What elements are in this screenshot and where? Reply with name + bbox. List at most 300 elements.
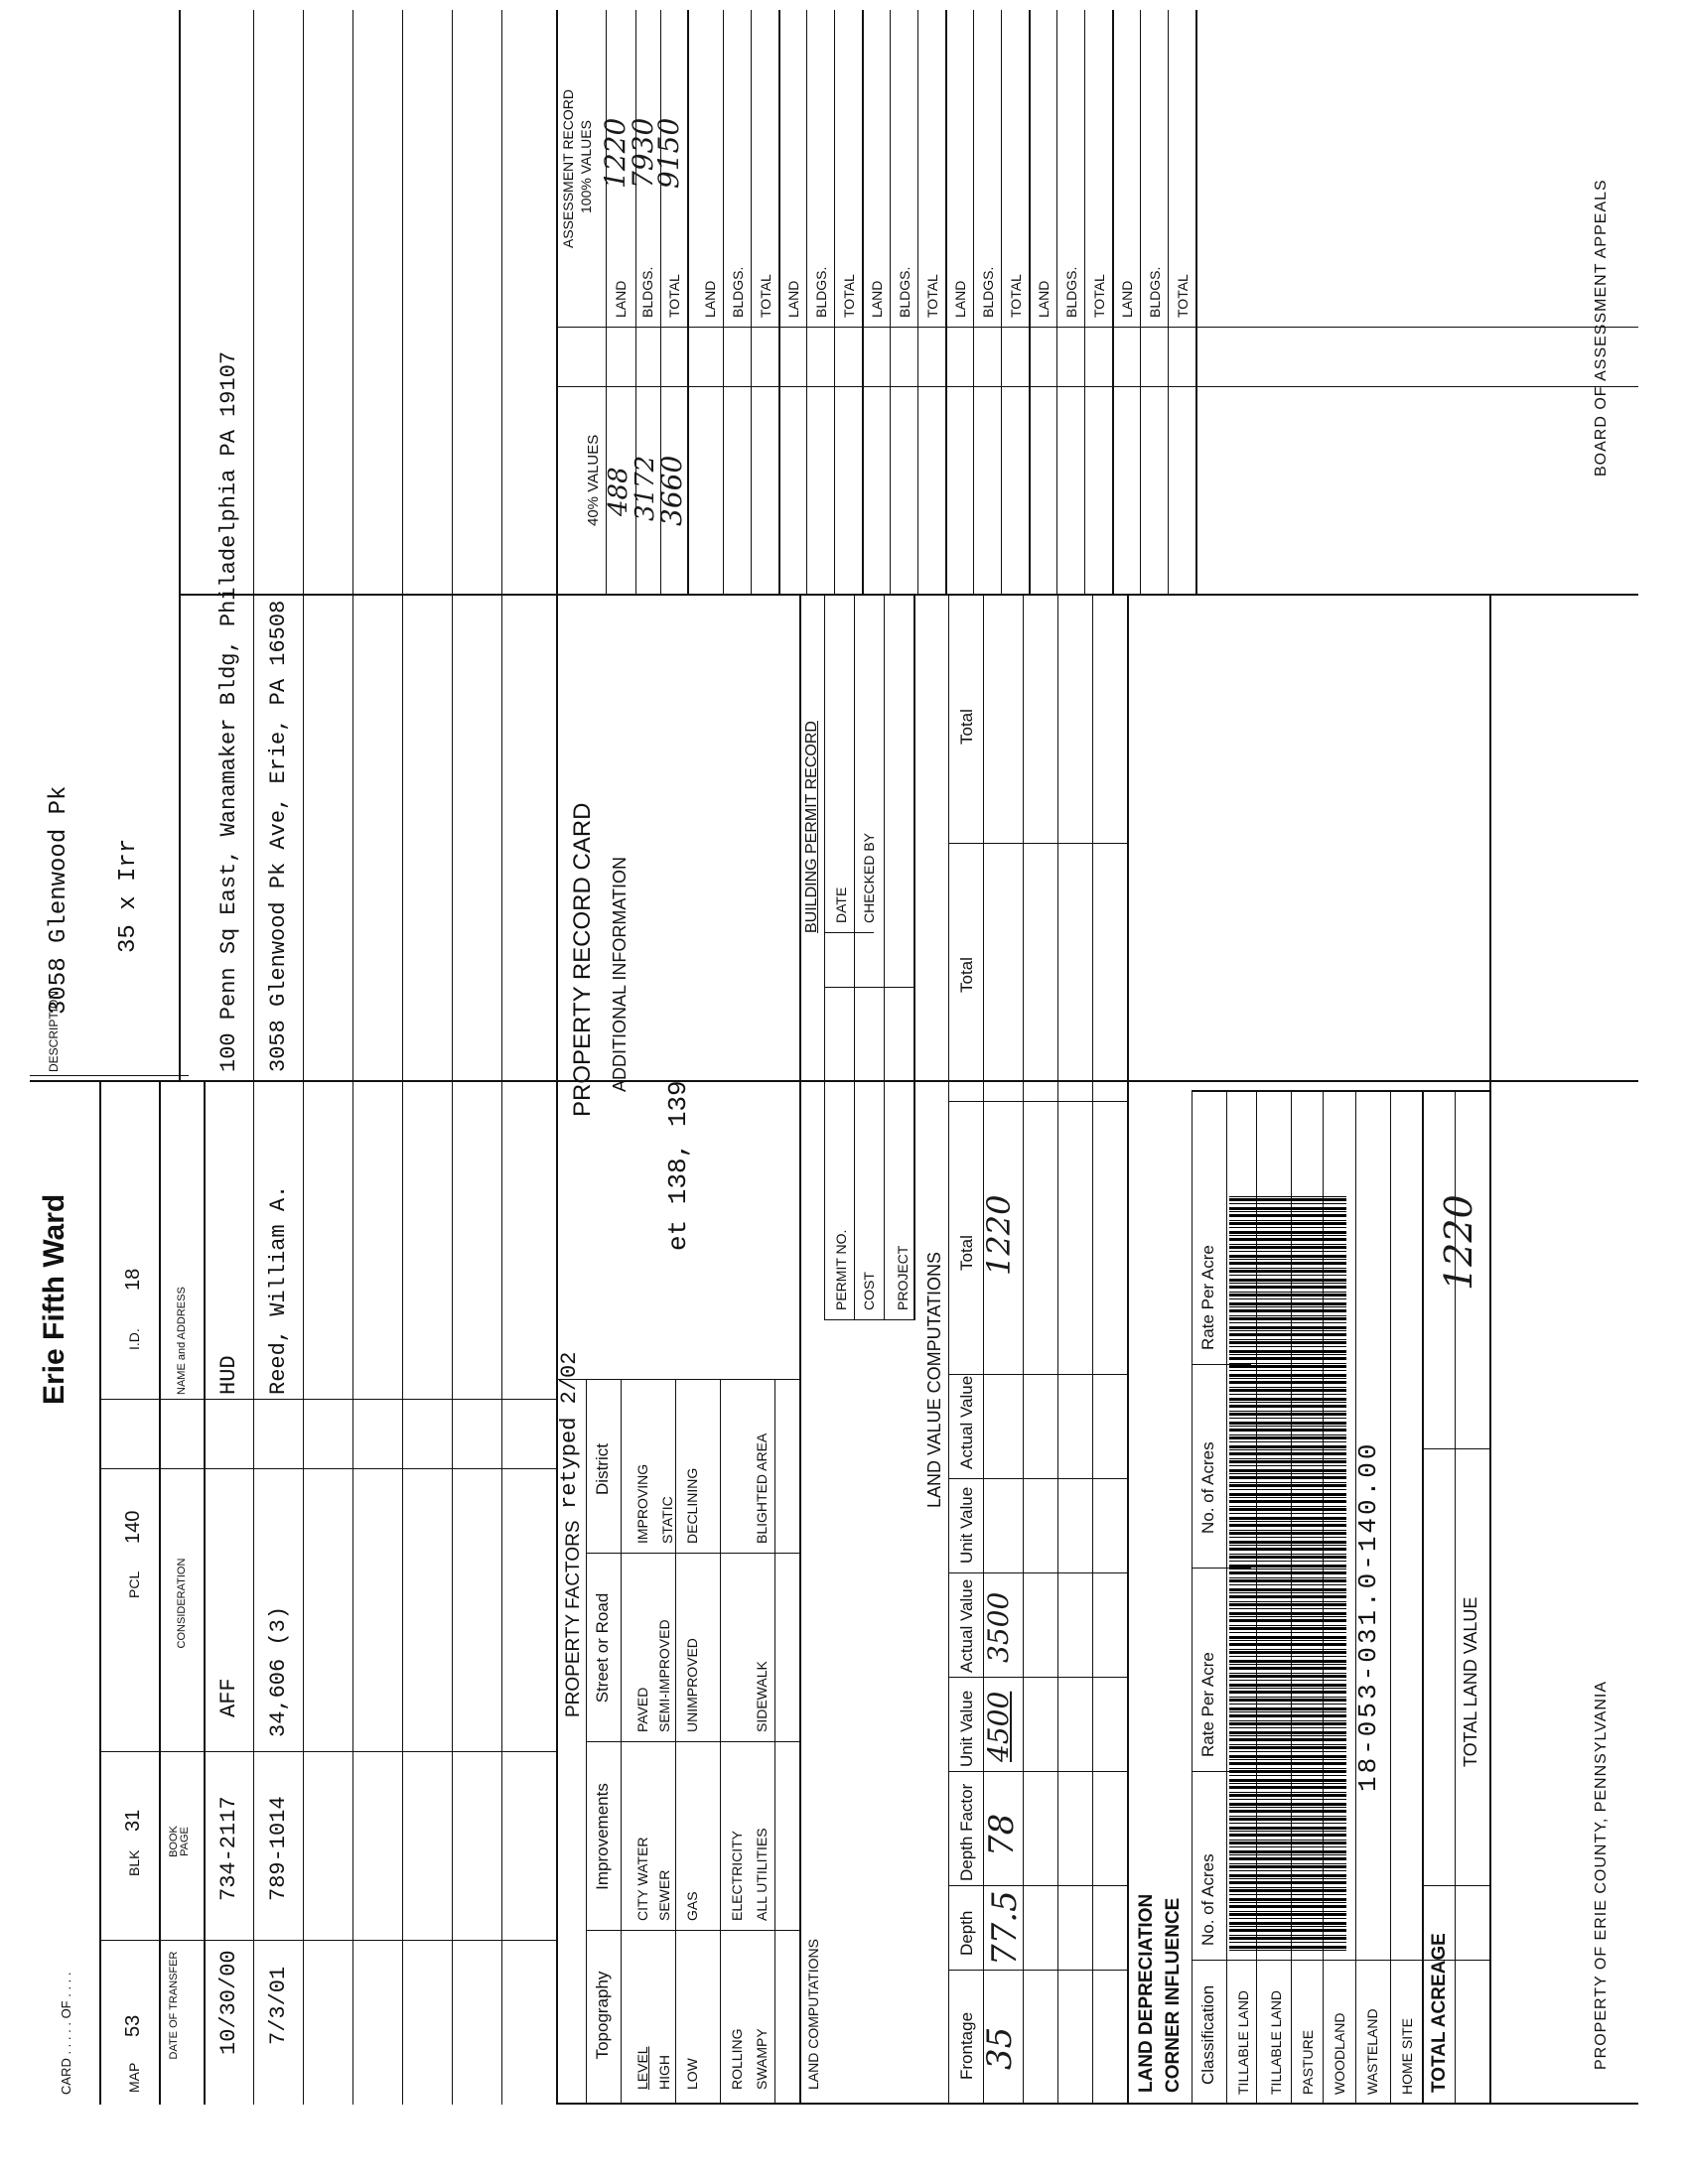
transfer-name: Reed, William A. [266,1184,291,1395]
barcode-bar [1229,1268,1346,1269]
barcode-bar [1229,1786,1346,1789]
barcode-bar [1229,1452,1346,1455]
barcode-bar [1229,1865,1346,1868]
barcode-bar [1229,1506,1346,1507]
barcode-bar [1229,1731,1346,1734]
id-value: 18 [122,1268,144,1291]
barcode-bar [1229,1794,1346,1797]
barcode-bar [1229,1238,1346,1241]
depreciation-title: LAND DEPRECIATION [1136,1893,1157,2093]
permit-no-label: PERMIT NO. [833,1229,849,1310]
transfer-address: 100 Penn Sq East, Wanamaker Bldg, Philadelphia PA 19107 [216,350,241,1072]
barcode-bar [1229,1579,1346,1582]
impr-electricity: ELECTRICITY [729,1830,745,1921]
barcode-bar [1229,1704,1346,1705]
class-wasteland: WASTELAND [1364,2008,1380,2095]
assessment-row-line [751,10,752,596]
barcode-bar [1229,1667,1346,1670]
barcode-bar [1229,1697,1346,1698]
district-static: STATIC [659,1496,675,1544]
barcode-bar [1229,1840,1346,1841]
assessment-row-line [945,10,947,596]
barcode-bar [1229,1577,1346,1578]
assessment-row-label: TOTAL [841,274,857,318]
permit-project-label: PROJECT [895,1245,911,1310]
barcode-bar [1229,1918,1346,1919]
barcode-bar [1229,1445,1346,1448]
hdr-date-of-transfer: DATE OF TRANSFER [168,1951,180,2060]
barcode-bar [1229,1818,1346,1821]
street-semi-improved: SEMI-IMPROVED [656,1619,672,1732]
barcode-bar [1229,1484,1346,1487]
barcode-bar [1229,1545,1346,1546]
assessment-row-label: BLDGS. [1063,266,1079,318]
barcode-bar [1229,1449,1346,1450]
lv-total: 1220 [980,1194,1018,1276]
footer-left: PROPERTY OF ERIE COUNTY, PENNSYLVANIA [1593,1680,1610,2070]
barcode-bar [1229,1601,1346,1602]
assessment-sub: 100% VALUES [578,120,594,213]
barcode-bar [1229,1656,1346,1657]
barcode-bar [1229,1744,1346,1745]
barcode-bar [1229,1887,1346,1888]
barcode-bar [1229,1898,1346,1901]
barcode-bar [1229,1874,1346,1877]
barcode-bar [1229,1649,1346,1650]
barcode-bar [1229,1315,1346,1316]
barcode-bar [1229,1627,1346,1630]
barcode-bar [1229,1309,1346,1312]
topo-level: LEVEL [634,2046,650,2090]
barcode-bar [1229,1286,1346,1289]
assessment-row-label: LAND [1119,280,1135,318]
lv-depth-factor: 78 [982,1813,1022,1856]
barcode-bar [1229,1333,1346,1336]
property-record-card [20,10,1658,2164]
barcode-bar [1229,1398,1346,1401]
bldgs-label: BLDGS. [639,266,655,318]
barcode-bar [1229,1460,1346,1463]
barcode-number: 18-053-031.0-140.00 [1353,1440,1383,1792]
barcode-bar [1229,1279,1346,1282]
barcode-bar [1229,1469,1346,1472]
forty-values-label: 40% VALUES [585,434,602,526]
assessment-row-line [890,10,891,596]
assessment-row-line [1140,10,1141,596]
transfer-consideration: 34,606 (3) [266,1605,291,1737]
assessment-row-line [862,10,864,596]
assessment-row-label: TOTAL [924,274,940,318]
barcode-bar [1229,1746,1346,1749]
corner-influence-title: CORNER INFLUENCE [1163,1897,1184,2093]
assessment-row-label: BLDGS. [813,266,829,318]
dep-hdr-classification: Classification [1198,1984,1217,2085]
lv-hdr-depth-factor: Depth Factor [957,1783,976,1881]
barcode-bar [1229,1350,1346,1353]
barcode-bar [1229,1842,1346,1844]
assessment-row-label: BLDGS. [730,266,746,318]
barcode-bar [1229,1720,1346,1721]
barcode-bar [1229,1664,1346,1665]
lv-hdr-total-3: Total [957,709,976,745]
barcode-bar [1229,1493,1346,1496]
lv-hdr-depth: Depth [957,1910,976,1956]
district-declining: DECLINING [684,1467,700,1544]
total-land-value: 1220 [1437,1194,1480,1291]
assessment-row-line [1001,10,1002,596]
hdr-improvements: Improvements [593,1783,612,1890]
hdr-book-page: BOOK PAGE [168,1826,191,1857]
barcode-bar [1229,1929,1346,1932]
barcode-bar [1229,1735,1346,1736]
barcode-bar [1229,1537,1346,1538]
transfer-consideration: AFF [216,1678,241,1717]
hdr-street: Street or Road [593,1592,612,1704]
barcode-bar [1229,1298,1346,1299]
id-label: I.D. [126,1328,142,1350]
assess-bldgs: 7930 [627,117,659,189]
pcl-label: PCL [126,1570,142,1598]
assessment-row-line [1056,10,1057,596]
barcode-bar [1229,1937,1346,1940]
barcode-bar [1229,1434,1346,1435]
assessment-row-line [1195,10,1197,596]
barcode-bar [1229,1508,1346,1511]
barcode-bar [1229,1378,1346,1379]
barcode-bar [1229,1317,1346,1320]
dep-hdr-rate-1: Rate Per Acre [1198,1652,1217,1757]
transfer-date: 7/3/01 [266,1966,291,2045]
barcode-bar [1229,1255,1346,1258]
assessment-row-label: LAND [785,280,801,318]
lv-hdr-total-2: Total [957,957,976,993]
barcode-bar [1229,1640,1346,1641]
barcode-bar [1229,1711,1346,1712]
barcode-bar [1229,1556,1346,1559]
barcode-bar [1229,1926,1346,1927]
transfer-date: 10/30/00 [216,1950,241,2055]
barcode-bar [1229,1823,1346,1824]
barcode-bar [1229,1405,1346,1408]
barcode-bar [1229,1831,1346,1832]
barcode-bar [1229,1489,1346,1490]
assessment-row-label: LAND [702,280,718,318]
barcode-bar [1229,1688,1346,1689]
barcode-bar [1229,1878,1346,1879]
blk-label: BLK [126,1849,142,1876]
assessment-row-label: LAND [1036,280,1052,318]
lv-frontage: 35 [980,2026,1020,2070]
barcode-bar [1229,1322,1346,1323]
retyped-note: retyped 2/02 [557,1351,582,1509]
barcode-bar [1229,1422,1346,1425]
barcode-bar [1229,1473,1346,1474]
barcode-bar [1229,1783,1346,1784]
barcode-bar [1229,1619,1346,1622]
barcode-bar [1229,1196,1346,1197]
barcode-bar [1229,1770,1346,1773]
barcode-bar [1229,1476,1346,1479]
impr-gas: GAS [684,1891,700,1921]
barcode-bar [1229,1759,1346,1760]
barcode-bar [1229,1707,1346,1710]
barcode-bar [1229,1198,1346,1201]
blk-value: 31 [122,1809,144,1832]
assessment-row-line [778,10,780,596]
pcl-value: 140 [122,1510,144,1544]
assessment-row-line [1168,10,1169,596]
transfer-address: 3058 Glenwood Pk Ave, Erie, PA 16508 [266,600,291,1072]
class-home-site: HOME SITE [1399,2017,1415,2095]
barcode-bar [1229,1643,1346,1646]
barcode-bar [1229,1283,1346,1284]
barcode-bar [1229,1326,1346,1329]
impr-sewer: SEWER [656,1869,672,1921]
map-label: MAP [126,2062,142,2093]
barcode-bar [1229,1402,1346,1403]
barcode-bar [1229,1214,1346,1217]
barcode-bar [1229,1465,1346,1466]
street-sidewalk: SIDEWALK [754,1661,770,1732]
barcode-bar [1229,1738,1346,1741]
barcode-bar [1229,1803,1346,1806]
assessment-row-line [834,10,835,596]
barcode-bar [1229,1950,1346,1951]
barcode-bar [1229,1894,1346,1895]
ward-title: Erie Fifth Ward [38,1193,70,1405]
barcode-bar [1229,1588,1346,1591]
street-paved: PAVED [634,1687,650,1732]
class-tillable-2: TILLABLE LAND [1268,1989,1284,2095]
district-blighted: BLIGHTED AREA [754,1433,770,1544]
barcode-bar [1229,1513,1346,1514]
barcode-bar [1229,1870,1346,1871]
barcode-bar [1229,1816,1346,1817]
barcode-bar [1229,1779,1346,1782]
lv-hdr-unit-value-2: Unit Value [957,1486,976,1564]
barcode-bar [1229,1569,1346,1570]
transfer-name: HUD [216,1355,241,1395]
barcode-bar [1229,1827,1346,1830]
barcode-bar [1229,1727,1346,1728]
barcode-bar [1229,1235,1346,1236]
barcode-bar [1229,1365,1346,1368]
barcode-bar [1229,1616,1346,1617]
barcode-bar [1229,1699,1346,1702]
barcode-bar [1229,1595,1346,1598]
barcode-bar [1229,1363,1346,1364]
barcode-bar [1229,1651,1346,1654]
transfer-book-page: 789-1014 [266,1796,291,1901]
assessment-row-label: LAND [952,280,968,318]
barcode-bar [1229,1946,1346,1949]
barcode-bar [1229,1482,1346,1483]
assessment-row-label: LAND [869,280,885,318]
barcode-bar [1229,1775,1346,1776]
topo-rolling: ROLLING [729,2028,745,2090]
barcode-bar [1229,1259,1346,1260]
assessment-row-label: TOTAL [1175,274,1191,318]
barcode-bar [1229,1339,1346,1340]
barcode-bar [1229,1203,1346,1204]
barcode-bar [1229,1942,1346,1943]
permit-checked-label: CHECKED BY [861,832,877,923]
barcode-bar [1229,1411,1346,1412]
assess-land: 1220 [599,117,632,189]
barcode-bar [1229,1799,1346,1800]
barcode-bar [1229,1306,1346,1307]
barcode-bar [1229,1571,1346,1574]
barcode-bar [1229,1220,1346,1221]
map-value: 53 [122,2014,144,2037]
barcode-bar [1229,1608,1346,1609]
hdr-district: District [593,1443,612,1495]
barcode-bar [1229,1722,1346,1725]
barcode-bar [1229,1911,1346,1912]
barcode-bar [1229,1612,1346,1615]
dep-hdr-acres-2: No. of Acres [1198,1441,1217,1534]
barcode-bar [1229,1251,1346,1252]
barcode-bar [1229,1441,1346,1442]
barcode-bar [1229,1792,1346,1793]
barcode-bar [1229,1881,1346,1884]
barcode-bar [1229,1524,1346,1527]
barcode-bar [1229,1227,1346,1228]
topo-swampy: SWAMPY [754,2028,770,2090]
hdr-name-address: NAME and ADDRESS [176,1287,188,1395]
barcode-bar [1229,1394,1346,1395]
barcode-bar [1229,1834,1346,1837]
class-pasture: PASTURE [1300,2029,1316,2095]
barcode-bar [1229,1294,1346,1297]
forty-bldgs: 3172 [631,455,660,521]
property-factors-title: PROPERTY FACTORS [563,1520,584,1717]
barcode-bar [1229,1762,1346,1765]
barcode-bar [1229,1675,1346,1678]
total-acreage-label: TOTAL ACREAGE [1429,1933,1450,2093]
barcode-bar [1229,1275,1346,1276]
barcode-bar [1229,1207,1346,1210]
barcode-bar [1229,1387,1346,1388]
barcode-bar [1229,1244,1346,1245]
permit-date-label: DATE [833,887,849,923]
hdr-consideration: CONSIDERATION [176,1558,188,1649]
lv-depth: 77.5 [985,1890,1025,1966]
barcode-bar [1229,1691,1346,1694]
assessment-row-label: TOTAL [758,274,773,318]
permit-title: BUILDING PERMIT RECORD [803,721,820,933]
barcode-bar [1229,1246,1346,1249]
lv-hdr-unit-value: Unit Value [957,1690,976,1767]
barcode-bar [1229,1850,1346,1853]
forty-total: 3660 [655,455,688,526]
dep-hdr-acres-1: No. of Acres [1198,1853,1217,1946]
barcode-bar [1229,1413,1346,1416]
topo-high: HIGH [656,2055,672,2090]
barcode-bar [1229,1231,1346,1234]
assessment-label: ASSESSMENT RECORD [560,89,576,248]
barcode-bar [1229,1548,1346,1551]
record-card-title: PROPERTY RECORD CARD [569,802,596,1117]
permit-cost-label: COST [861,1272,877,1310]
barcode-bar [1229,1902,1346,1903]
barcode-bar [1229,1458,1346,1459]
barcode-bar [1229,1913,1346,1916]
assessment-row-line [1029,10,1031,596]
barcode-bar [1229,1541,1346,1544]
assess-total: 9150 [652,117,685,189]
barcode-bar [1229,1517,1346,1520]
barcode-bar [1229,1418,1346,1419]
barcode-bar [1229,1262,1346,1265]
assessment-row-label: BLDGS. [1147,266,1163,318]
barcode-bar [1229,1302,1346,1305]
assessment-row-line [723,10,724,596]
barcode-bar [1229,1500,1346,1503]
barcode-bar [1229,1846,1346,1847]
lv-hdr-actual-value: Actual Value [957,1578,976,1673]
assessment-row-label: BLDGS. [980,266,996,318]
barcode-bar [1229,1592,1346,1593]
impr-city-water: CITY WATER [634,1837,650,1921]
barcode-bar [1229,1292,1346,1293]
assessment-row-label: TOTAL [1091,274,1107,318]
barcode-bar [1229,1636,1346,1639]
barcode-bar [1229,1768,1346,1769]
transfer-book-page: 734-2117 [216,1796,241,1901]
additional-info-text: et 138, 139 [663,1080,693,1251]
barcode-bar [1229,1357,1346,1360]
barcode-bar [1229,1554,1346,1555]
description-label: DESCRIPTION [47,990,61,1072]
barcode-bar [1229,1810,1346,1813]
barcode [1229,1186,1348,1951]
barcode-bar [1229,1374,1346,1377]
barcode-bar [1229,1603,1346,1606]
barcode-bar [1229,1857,1346,1860]
lv-hdr-frontage: Frontage [957,2011,976,2080]
barcode-bar [1229,1660,1346,1663]
assessment-row-line [1084,10,1085,596]
barcode-bar [1229,1211,1346,1212]
lv-hdr-actual-value-2: Actual Value [957,1375,976,1469]
barcode-bar [1229,1426,1346,1427]
assessment-row-line [1112,10,1114,596]
barcode-bar [1229,1381,1346,1384]
barcode-bar [1229,1521,1346,1522]
assessment-row-line [806,10,807,596]
barcode-bar [1229,1684,1346,1687]
land-label: LAND [613,280,629,318]
barcode-bar [1229,1632,1346,1633]
barcode-bar [1229,1346,1346,1347]
lv-actual-value: 3500 [982,1591,1015,1663]
assessment-row-label: TOTAL [1008,274,1024,318]
barcode-bar [1229,1370,1346,1371]
street-unimproved: UNIMPROVED [684,1638,700,1732]
lv-unit-value: 4500 [982,1691,1015,1762]
barcode-bar [1229,1922,1346,1925]
barcode-bar [1229,1863,1346,1864]
barcode-bar [1229,1755,1346,1758]
card-label: CARD . . . . . OF . . . . [59,1972,73,2095]
class-woodland: WOODLAND [1332,2012,1347,2095]
barcode-bar [1229,1565,1346,1568]
barcode-bar [1229,1530,1346,1531]
forty-land: 488 [604,467,633,516]
barcode-bar [1229,1330,1346,1331]
barcode-bar [1229,1625,1346,1626]
